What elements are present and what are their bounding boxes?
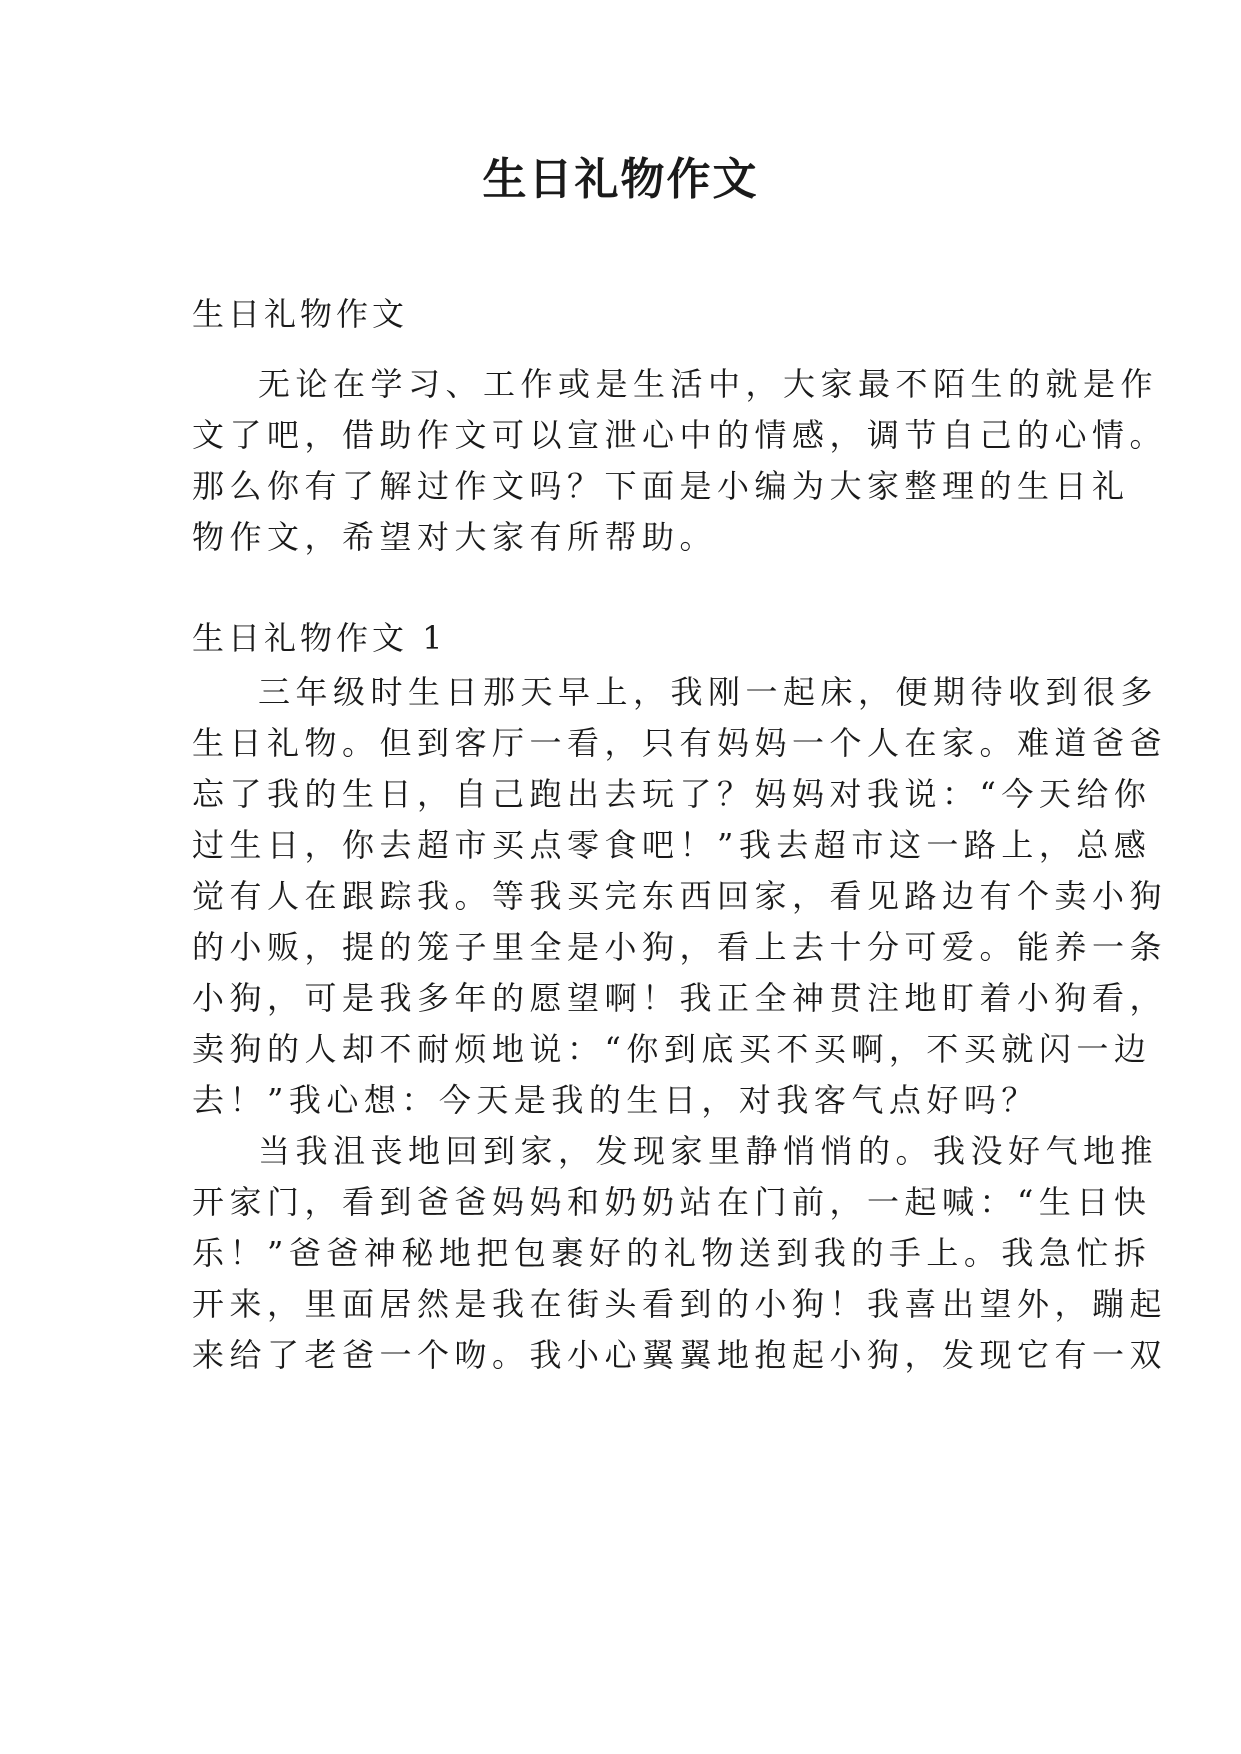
document-title: 生日礼物作文 (482, 154, 759, 205)
intro-line: 那么你有了解过作文吗？下面是小编为大家整理的生日礼 (192, 467, 1130, 505)
intro-line: 无论在学习、工作或是生活中，大家最不陌生的就是作 (258, 365, 1159, 403)
document-subtitle: 生日礼物作文 (192, 295, 409, 333)
body-line: 生日礼物。但到客厅一看，只有妈妈一个人在家。难道爸爸 (192, 724, 1168, 762)
body-line: 小狗，可是我多年的愿望啊！我正全神贯注地盯着小狗看， (192, 979, 1168, 1017)
body-line: 来给了老爸一个吻。我小心翼翼地抱起小狗，发现它有一双 (192, 1336, 1168, 1374)
body-line: 去！”我心想：今天是我的生日，对我客气点好吗？ (192, 1081, 1039, 1119)
body-line: 卖狗的人却不耐烦地说：“你到底买不买啊，不买就闪一边 (192, 1030, 1152, 1068)
body-line: 觉有人在跟踪我。等我买完东西回家，看见路边有个卖小狗 (192, 877, 1168, 915)
body-line: 乐！”爸爸神秘地把包裹好的礼物送到我的手上。我急忙拆 (192, 1234, 1152, 1272)
intro-line: 文了吧，借助作文可以宣泄心中的情感，调节自己的心情。 (192, 416, 1168, 454)
intro-line: 物作文，希望对大家有所帮助。 (192, 518, 718, 556)
body-line: 的小贩，提的笼子里全是小狗，看上去十分可爱。能养一条 (192, 928, 1168, 966)
body-line: 开家门，看到爸爸妈妈和奶奶站在门前，一起喊：“生日快 (192, 1183, 1152, 1221)
body-line: 忘了我的生日，自己跑出去玩了？妈妈对我说：“今天给你 (192, 775, 1152, 813)
body-line: 三年级时生日那天早上，我刚一起床，便期待收到很多 (258, 673, 1159, 711)
section-heading: 生日礼物作文 1 (192, 619, 447, 657)
body-line: 过生日，你去超市买点零食吧！”我去超市这一路上，总感 (192, 826, 1152, 864)
body-line: 当我沮丧地回到家，发现家里静悄悄的。我没好气地推 (258, 1132, 1159, 1170)
body-line: 开来，里面居然是我在街头看到的小狗！我喜出望外，蹦起 (192, 1285, 1168, 1323)
